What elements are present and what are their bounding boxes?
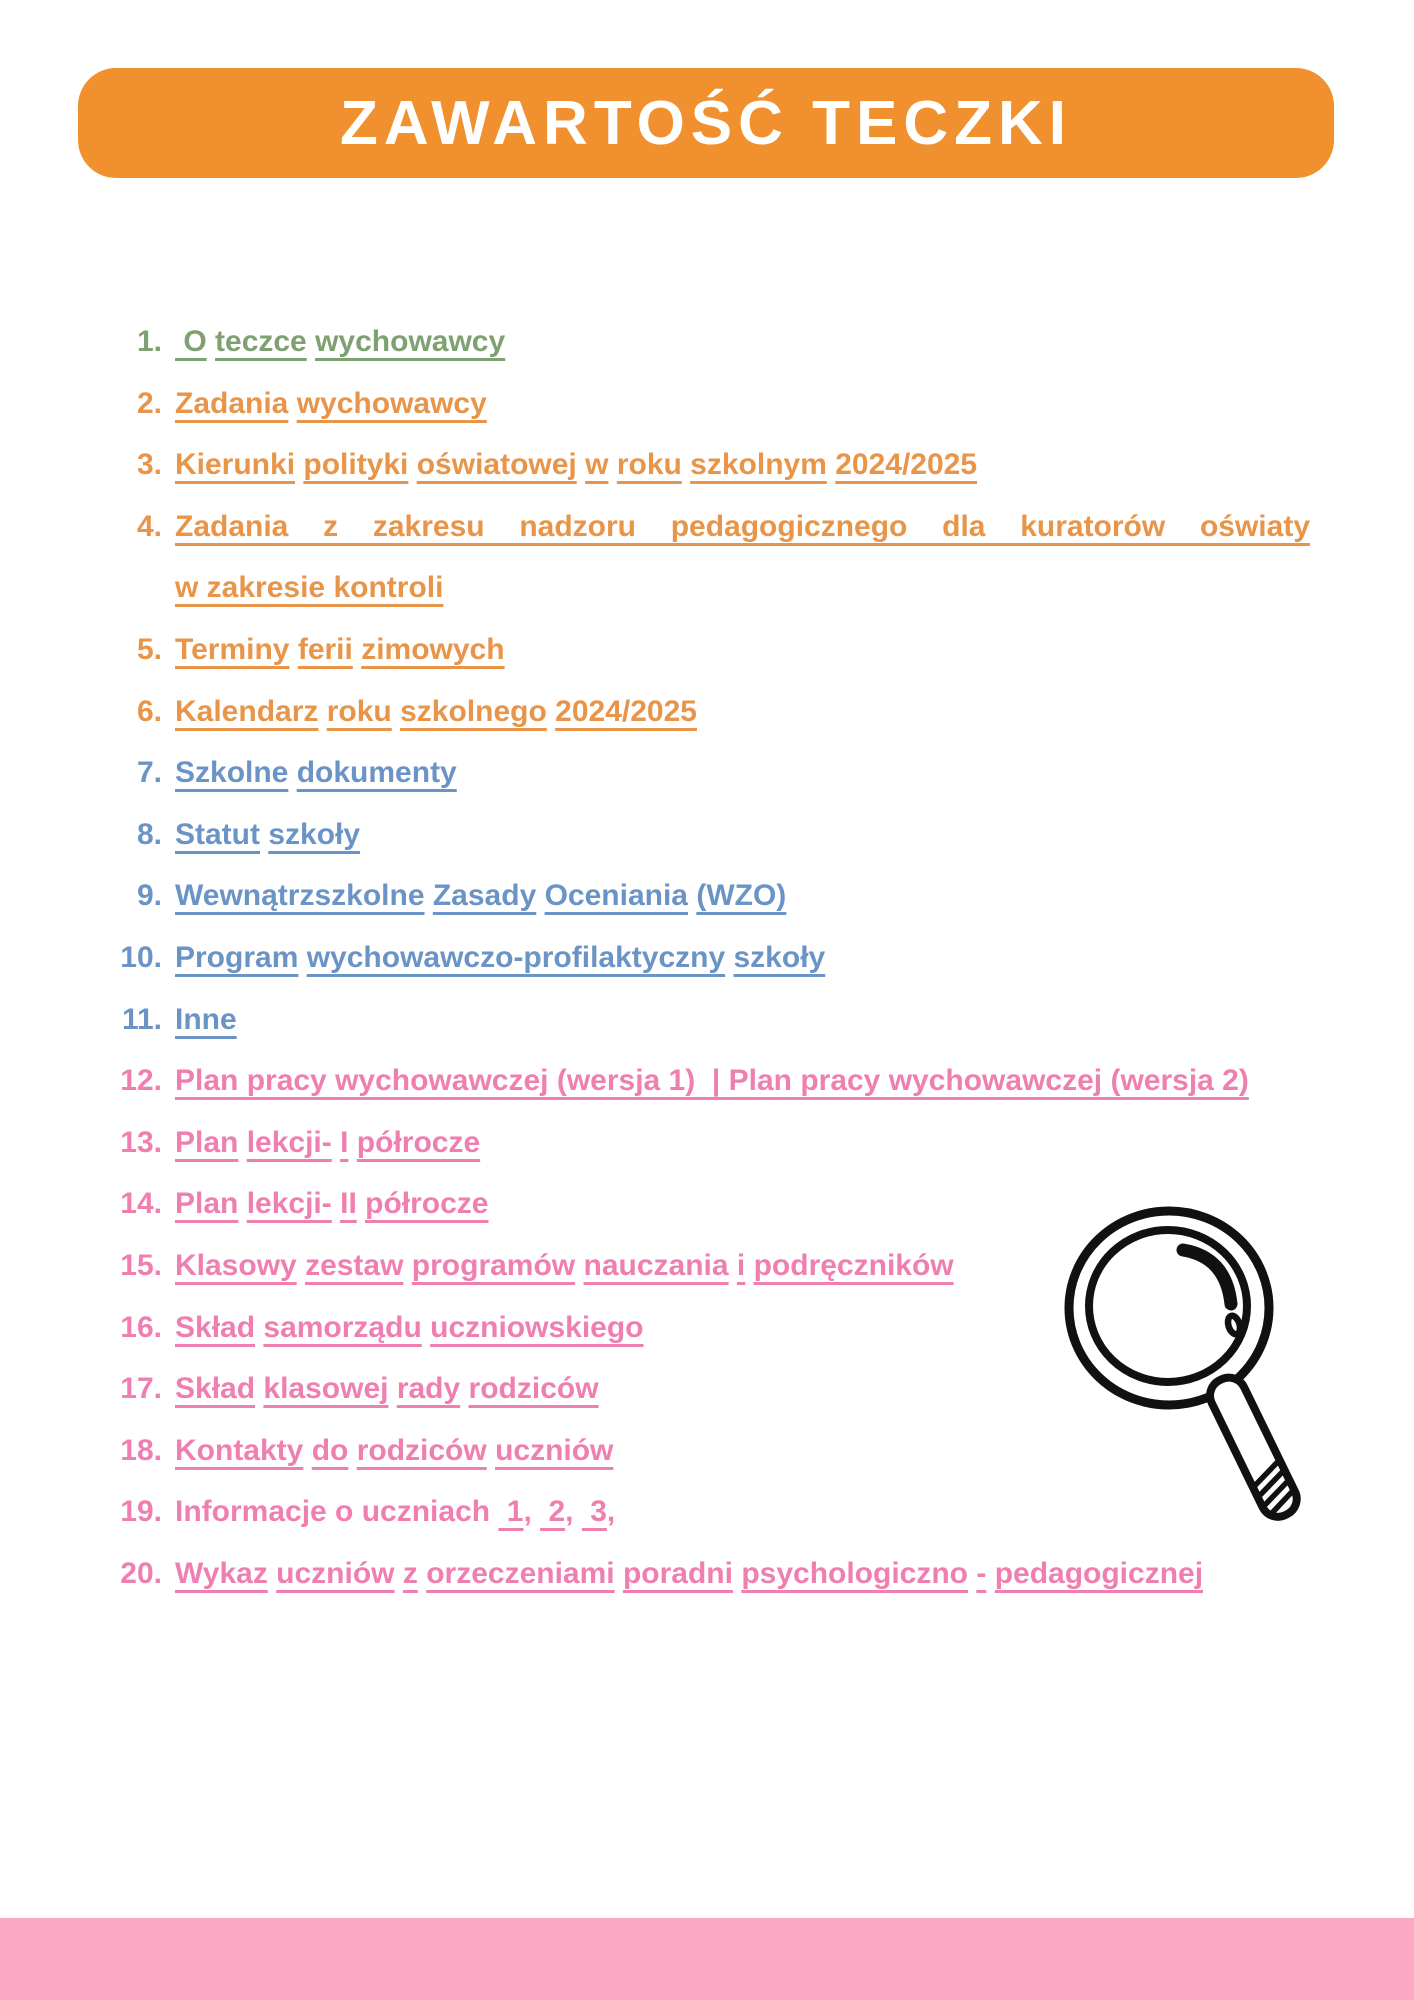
toc-link-sklad-rady-rodzicow[interactable]: Skład klasowej rady rodziców [175,1372,599,1406]
toc-link-wykaz-uczniow[interactable]: Wykaz uczniów z orzeczeniami poradni psychologiczno - pedagogicznej [175,1556,1204,1590]
toc-item-8 [100,804,1310,866]
magnifying-glass-icon [1058,1203,1330,1528]
item-number: 20. [120,1556,162,1590]
toc-item-7 [100,742,1310,804]
item-number: 12. [120,1064,162,1098]
item-number: 7. [136,756,162,790]
toc-link-o-teczce-wychowawcy[interactable]: O teczce wychowawcy [175,325,506,358]
toc-link-inne[interactable]: Inne [175,1002,237,1036]
item-number: 9. [136,879,162,913]
toc-link-zadania-nadzoru-line2[interactable]: w zakresie kontroli [175,571,444,605]
toc-link-plan-lekcji-1[interactable]: Plan lekcji- I półrocze [175,1125,481,1159]
item-number: 8. [136,817,162,851]
item-number: 1. [136,325,162,358]
toc-link-zadania-wychowawcy[interactable]: Zadania wychowawcy [175,386,487,420]
toc-link-kontakty-rodzicow[interactable]: Kontakty do rodziców uczniów [175,1433,614,1467]
toc-item-12 [100,1050,1310,1112]
toc-item-19-label: Informacje o uczniach [175,1495,491,1529]
toc-item-3 [100,434,1310,496]
comma: , [523,1495,532,1529]
toc-link-informacje-3[interactable]: 3 [581,1495,607,1529]
toc-link-kalendarz-roku[interactable]: Kalendarz roku szkolnego 2024/2025 [175,694,697,728]
toc-link-szkolne-dokumenty[interactable]: Szkolne dokumenty [175,756,457,790]
item-number: 16. [120,1310,162,1344]
toc-item-20 [100,1543,1310,1605]
toc-link-terminy-ferii[interactable]: Terminy ferii zimowych [175,632,505,666]
toc-item-5 [100,619,1310,681]
toc-item-13 [100,1112,1310,1174]
item-number: 2. [136,386,162,420]
toc-item-6 [100,681,1310,743]
toc-item-9 [100,865,1310,927]
title-banner [78,68,1334,178]
toc-link-zadania-nadzoru-line1[interactable]: Zadania z zakresu nadzoru pedagogicznego dla kuratorów oświaty [175,509,1310,543]
item-number: 17. [120,1372,162,1406]
item-number: 15. [120,1248,162,1282]
footer-bar [0,1918,1414,2000]
toc-link-kierunki-polityki[interactable]: Kierunki polityki oświatowej w roku szkolnym 2024/2025 [175,448,978,482]
toc-link-statut-szkoly[interactable]: Statut szkoły [175,817,361,851]
item-number: 10. [120,940,162,974]
toc-link-plan-lekcji-2[interactable]: Plan lekcji- II półrocze [175,1187,489,1221]
toc-link-wzo[interactable]: Wewnątrzszkolne Zasady Oceniania (WZO) [175,879,787,913]
item-number: 13. [120,1125,162,1159]
toc-item-2 [100,373,1310,435]
toc-link-sklad-samorzadu[interactable]: Skład samorządu uczniowskiego [175,1310,644,1344]
toc-item-11 [100,989,1310,1051]
item-number: 19. [120,1495,162,1529]
item-number: 4. [136,509,162,543]
toc-link-program-wychowawczo[interactable]: Program wychowawczo-profilaktyczny szkoły [175,940,826,974]
item-number: 14. [120,1187,162,1221]
toc-link-plan-pracy-wychowawczej[interactable]: Plan pracy wychowawczej (wersja 1) | Plan pracy wychowawczej (wersja 2) [175,1064,1249,1098]
item-number: 3. [136,448,162,482]
toc-link-informacje-1[interactable]: 1 [498,1495,524,1529]
page-title: ZAWARTOŚĆ TECZKI [339,88,1073,158]
item-number: 6. [136,694,162,728]
item-number: 18. [120,1433,162,1467]
toc-link-informacje-2[interactable]: 2 [540,1495,566,1529]
toc-item-4 [100,496,1310,619]
comma: , [565,1495,574,1529]
toc-item-10 [100,927,1310,989]
comma: , [606,1495,616,1529]
toc-link-klasowy-zestaw[interactable]: Klasowy zestaw programów nauczania i podręczników [175,1248,954,1282]
item-number: 5. [136,632,162,666]
item-number: 11. [121,1002,162,1036]
toc-item-1 [100,311,1310,373]
